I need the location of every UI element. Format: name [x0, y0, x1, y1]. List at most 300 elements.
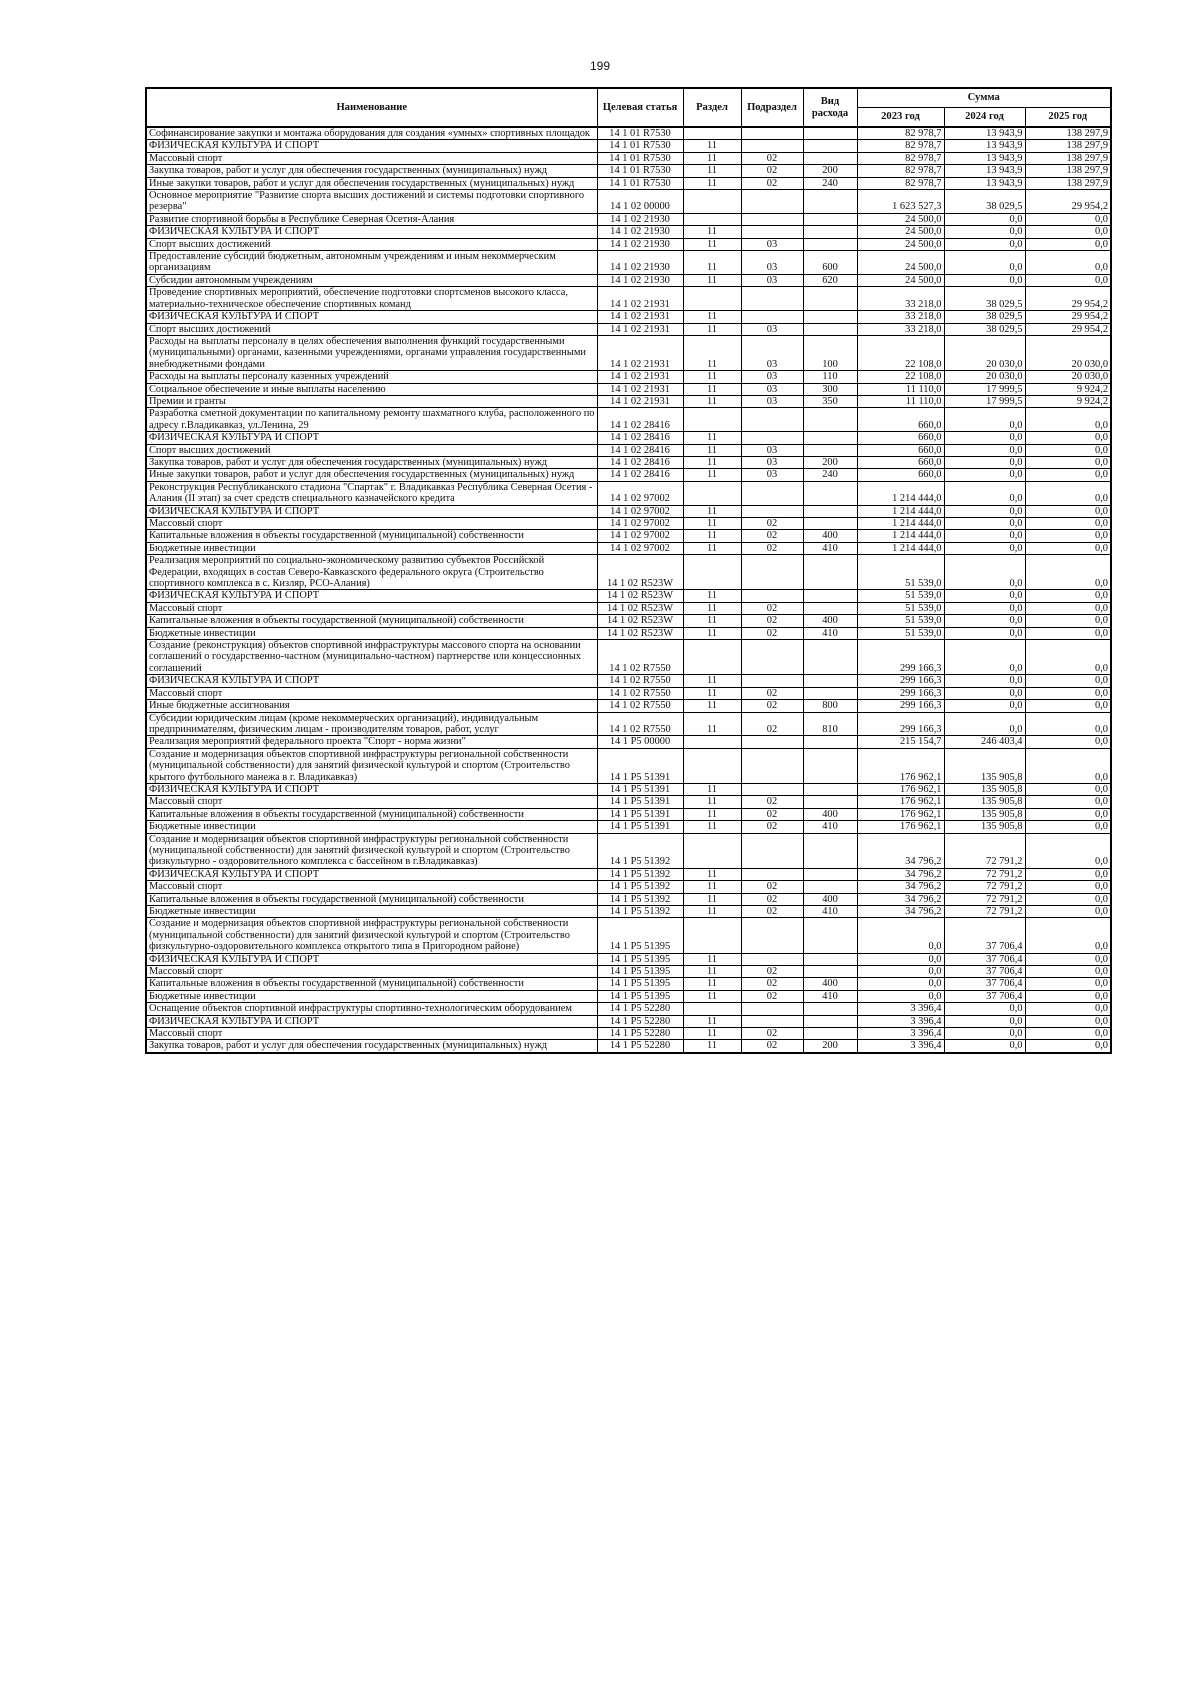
row-value-2024: 0,0 [944, 238, 1025, 250]
table-row [146, 783, 1111, 795]
row-section: 11 [683, 432, 741, 444]
row-value-2024: 72 791,2 [944, 881, 1025, 893]
row-value-2024: 0,0 [944, 1028, 1025, 1040]
row-value-2025: 0,0 [1025, 1040, 1111, 1053]
row-name: Спорт высших достижений [146, 238, 597, 250]
row-value-2025: 29 954,2 [1025, 287, 1111, 311]
table-row [146, 177, 1111, 189]
row-section: 11 [683, 152, 741, 164]
row-section [683, 287, 741, 311]
row-name: Софинансирование закупки и монтажа оборудования для создания «умных» спортивных площадок [146, 127, 597, 140]
row-name: ФИЗИЧЕСКАЯ КУЛЬТУРА И СПОРТ [146, 590, 597, 602]
row-section [683, 213, 741, 225]
row-name: Реализация мероприятий по социально-экономическому развитию субъектов Российской Федерации, входящих в состав Северо-Кавказского федерального округа (Строительство спортивного комплекса в с. Кизляр, РСО-Алания) [146, 555, 597, 590]
row-name: Спорт высших достижений [146, 323, 597, 335]
row-value-2025: 138 297,9 [1025, 165, 1111, 177]
row-kind: 200 [803, 165, 857, 177]
row-section: 11 [683, 783, 741, 795]
row-kind: 400 [803, 530, 857, 542]
row-subsection [741, 140, 803, 152]
row-value-2023: 660,0 [857, 456, 944, 468]
row-subsection: 02 [741, 808, 803, 820]
table-row [146, 395, 1111, 407]
row-kind [803, 602, 857, 614]
row-value-2024: 13 943,9 [944, 165, 1025, 177]
row-code: 14 1 02 R7550 [597, 640, 683, 675]
row-value-2024: 0,0 [944, 274, 1025, 286]
row-value-2023: 34 796,2 [857, 893, 944, 905]
table-row [146, 712, 1111, 736]
row-value-2023: 1 214 444,0 [857, 505, 944, 517]
row-section: 11 [683, 808, 741, 820]
table-row [146, 687, 1111, 699]
row-section: 11 [683, 395, 741, 407]
row-subsection [741, 868, 803, 880]
row-kind [803, 868, 857, 880]
row-kind: 400 [803, 615, 857, 627]
row-section: 11 [683, 311, 741, 323]
row-code: 14 1 02 21931 [597, 287, 683, 311]
row-code: 14 1 02 21931 [597, 383, 683, 395]
row-value-2025: 0,0 [1025, 555, 1111, 590]
table-row [146, 675, 1111, 687]
row-code: 14 1 02 97002 [597, 518, 683, 530]
row-subsection: 02 [741, 906, 803, 918]
row-kind [803, 432, 857, 444]
table-row [146, 481, 1111, 505]
row-subsection [741, 408, 803, 432]
row-code: 14 1 01 R7530 [597, 177, 683, 189]
row-name: ФИЗИЧЕСКАЯ КУЛЬТУРА И СПОРТ [146, 311, 597, 323]
row-subsection: 02 [741, 712, 803, 736]
row-code: 14 1 02 21930 [597, 226, 683, 238]
row-section: 11 [683, 687, 741, 699]
row-subsection: 03 [741, 238, 803, 250]
header-2023: 2023 год [857, 108, 944, 128]
table-row [146, 371, 1111, 383]
row-name: Создание (реконструкция) объектов спортивной инфраструктуры массового спорта на основании соглашений о государственно-частном (муниципально-частном) партнерстве или концессионных соглашений [146, 640, 597, 675]
row-subsection: 02 [741, 177, 803, 189]
row-value-2023: 51 539,0 [857, 590, 944, 602]
table-row [146, 274, 1111, 286]
row-code: 14 1 02 21931 [597, 371, 683, 383]
row-kind [803, 287, 857, 311]
row-value-2025: 0,0 [1025, 675, 1111, 687]
row-name: ФИЗИЧЕСКАЯ КУЛЬТУРА И СПОРТ [146, 140, 597, 152]
row-subsection [741, 127, 803, 140]
row-value-2024: 135 905,8 [944, 821, 1025, 833]
row-name: Иные закупки товаров, работ и услуг для обеспечения государственных (муниципальных) нужд [146, 177, 597, 189]
row-code: 14 1 02 28416 [597, 469, 683, 481]
row-code: 14 1 02 21930 [597, 274, 683, 286]
row-kind [803, 444, 857, 456]
row-section: 11 [683, 893, 741, 905]
row-value-2023: 34 796,2 [857, 881, 944, 893]
row-code: 14 1 P5 51395 [597, 990, 683, 1002]
row-subsection: 02 [741, 518, 803, 530]
row-kind: 410 [803, 627, 857, 639]
row-subsection [741, 748, 803, 783]
row-name: Бюджетные инвестиции [146, 990, 597, 1002]
row-kind [803, 590, 857, 602]
table-row [146, 408, 1111, 432]
row-code: 14 1 P5 51392 [597, 833, 683, 868]
row-value-2024: 0,0 [944, 1003, 1025, 1015]
row-kind [803, 127, 857, 140]
row-value-2025: 0,0 [1025, 783, 1111, 795]
row-name: Создание и модернизация объектов спортивной инфраструктуры региональной собственности (муниципальной собственности) для занятий физической культурой и спортом (Строительство физкультурно-оздоровительного комплекса открытого типа в Пригородном районе) [146, 918, 597, 953]
row-value-2025: 0,0 [1025, 213, 1111, 225]
row-kind [803, 966, 857, 978]
row-section: 11 [683, 700, 741, 712]
table-row [146, 881, 1111, 893]
row-value-2023: 34 796,2 [857, 906, 944, 918]
row-value-2025: 9 924,2 [1025, 395, 1111, 407]
row-name: Массовый спорт [146, 152, 597, 164]
row-subsection: 02 [741, 687, 803, 699]
row-value-2024: 0,0 [944, 700, 1025, 712]
row-section: 11 [683, 990, 741, 1002]
row-value-2023: 299 166,3 [857, 675, 944, 687]
row-code: 14 1 02 21931 [597, 311, 683, 323]
row-value-2025: 0,0 [1025, 893, 1111, 905]
row-value-2025: 0,0 [1025, 1003, 1111, 1015]
row-value-2024: 13 943,9 [944, 152, 1025, 164]
row-kind: 200 [803, 1040, 857, 1053]
row-value-2023: 176 962,1 [857, 748, 944, 783]
row-section: 11 [683, 383, 741, 395]
row-value-2023: 22 108,0 [857, 371, 944, 383]
row-code: 14 1 P5 51391 [597, 783, 683, 795]
row-subsection: 02 [741, 893, 803, 905]
row-kind [803, 687, 857, 699]
row-section: 11 [683, 274, 741, 286]
row-kind [803, 796, 857, 808]
row-kind: 410 [803, 821, 857, 833]
row-section: 11 [683, 627, 741, 639]
row-name: Капитальные вложения в объекты государственной (муниципальной) собственности [146, 530, 597, 542]
row-value-2025: 0,0 [1025, 1015, 1111, 1027]
row-code: 14 1 02 97002 [597, 542, 683, 554]
row-name: Проведение спортивных мероприятий, обеспечение подготовки спортсменов высокого класса, материально-техническое обеспечение спортивных команд [146, 287, 597, 311]
row-code: 14 1 01 R7530 [597, 152, 683, 164]
row-value-2024: 0,0 [944, 555, 1025, 590]
row-code: 14 1 P5 52280 [597, 1040, 683, 1053]
row-subsection: 02 [741, 700, 803, 712]
row-name: Спорт высших достижений [146, 444, 597, 456]
row-name: Закупка товаров, работ и услуг для обеспечения государственных (муниципальных) нужд [146, 1040, 597, 1053]
table-row [146, 821, 1111, 833]
row-value-2023: 176 962,1 [857, 783, 944, 795]
row-code: 14 1 P5 51392 [597, 893, 683, 905]
row-value-2025: 138 297,9 [1025, 127, 1111, 140]
table-row [146, 555, 1111, 590]
row-subsection: 02 [741, 152, 803, 164]
row-value-2025: 138 297,9 [1025, 140, 1111, 152]
row-subsection: 02 [741, 796, 803, 808]
row-value-2025: 0,0 [1025, 274, 1111, 286]
row-value-2024: 0,0 [944, 505, 1025, 517]
row-subsection: 03 [741, 469, 803, 481]
row-value-2024: 38 029,5 [944, 287, 1025, 311]
row-value-2024: 0,0 [944, 712, 1025, 736]
row-kind: 100 [803, 335, 857, 370]
row-value-2024: 17 999,5 [944, 383, 1025, 395]
row-section: 11 [683, 469, 741, 481]
row-code: 14 1 02 21930 [597, 238, 683, 250]
row-kind [803, 213, 857, 225]
header-kind-line1: Вид [820, 96, 840, 108]
row-code: 14 1 02 28416 [597, 444, 683, 456]
table-row [146, 1015, 1111, 1027]
row-value-2024: 0,0 [944, 640, 1025, 675]
row-value-2023: 299 166,3 [857, 640, 944, 675]
table-row [146, 505, 1111, 517]
table-row [146, 627, 1111, 639]
row-name: Бюджетные инвестиции [146, 542, 597, 554]
row-subsection [741, 481, 803, 505]
row-code: 14 1 P5 52280 [597, 1028, 683, 1040]
row-section: 11 [683, 505, 741, 517]
row-value-2024: 13 943,9 [944, 177, 1025, 189]
row-subsection: 03 [741, 251, 803, 275]
row-value-2023: 34 796,2 [857, 868, 944, 880]
row-code: 14 1 02 21930 [597, 251, 683, 275]
row-code: 14 1 P5 51391 [597, 796, 683, 808]
row-name: ФИЗИЧЕСКАЯ КУЛЬТУРА И СПОРТ [146, 868, 597, 880]
row-value-2025: 0,0 [1025, 615, 1111, 627]
row-value-2023: 660,0 [857, 469, 944, 481]
row-kind: 240 [803, 177, 857, 189]
row-section: 11 [683, 371, 741, 383]
row-value-2025: 0,0 [1025, 990, 1111, 1002]
row-value-2024: 20 030,0 [944, 335, 1025, 370]
row-value-2025: 0,0 [1025, 432, 1111, 444]
row-kind: 800 [803, 700, 857, 712]
row-subsection [741, 555, 803, 590]
row-section [683, 481, 741, 505]
row-value-2025: 0,0 [1025, 978, 1111, 990]
row-value-2025: 0,0 [1025, 1028, 1111, 1040]
row-subsection: 02 [741, 966, 803, 978]
row-value-2025: 0,0 [1025, 408, 1111, 432]
row-subsection [741, 833, 803, 868]
row-value-2023: 1 214 444,0 [857, 518, 944, 530]
row-value-2023: 11 110,0 [857, 395, 944, 407]
table-row [146, 918, 1111, 953]
header-sum: Сумма [857, 88, 1111, 108]
row-kind [803, 748, 857, 783]
row-value-2023: 3 396,4 [857, 1015, 944, 1027]
row-name: Субсидии юридическим лицам (кроме некоммерческих организаций), индивидуальным предпринимателям, физическим лицам - производителям товаров, работ, услуг [146, 712, 597, 736]
row-value-2023: 3 396,4 [857, 1028, 944, 1040]
row-subsection: 02 [741, 542, 803, 554]
row-section [683, 833, 741, 868]
row-section: 11 [683, 966, 741, 978]
row-section: 11 [683, 868, 741, 880]
table-row [146, 700, 1111, 712]
row-value-2024: 0,0 [944, 456, 1025, 468]
table-row [146, 833, 1111, 868]
row-value-2025: 0,0 [1025, 918, 1111, 953]
header-2025: 2025 год [1025, 108, 1111, 128]
row-value-2025: 0,0 [1025, 712, 1111, 736]
row-value-2025: 0,0 [1025, 590, 1111, 602]
row-subsection [741, 1003, 803, 1015]
row-value-2023: 82 978,7 [857, 140, 944, 152]
table-row [146, 966, 1111, 978]
row-value-2023: 176 962,1 [857, 796, 944, 808]
row-subsection [741, 505, 803, 517]
row-name: Массовый спорт [146, 687, 597, 699]
row-section: 11 [683, 238, 741, 250]
row-kind [803, 311, 857, 323]
row-kind [803, 238, 857, 250]
row-subsection [741, 953, 803, 965]
row-code: 14 1 02 28416 [597, 408, 683, 432]
row-value-2024: 0,0 [944, 251, 1025, 275]
table-row [146, 152, 1111, 164]
row-value-2025: 0,0 [1025, 821, 1111, 833]
row-subsection [741, 675, 803, 687]
table-row [146, 1003, 1111, 1015]
row-name: Массовый спорт [146, 796, 597, 808]
row-value-2023: 1 623 527,3 [857, 190, 944, 214]
row-value-2025: 0,0 [1025, 881, 1111, 893]
row-section: 11 [683, 177, 741, 189]
row-value-2025: 0,0 [1025, 868, 1111, 880]
row-value-2025: 0,0 [1025, 906, 1111, 918]
row-value-2025: 0,0 [1025, 518, 1111, 530]
row-subsection [741, 432, 803, 444]
table-row [146, 542, 1111, 554]
row-value-2024: 0,0 [944, 444, 1025, 456]
row-value-2025: 0,0 [1025, 505, 1111, 517]
page-number: 199 [589, 59, 611, 73]
row-name: Предоставление субсидий бюджетным, автономным учреждениям и иным некоммерческим организациям [146, 251, 597, 275]
row-section: 11 [683, 518, 741, 530]
row-subsection: 02 [741, 165, 803, 177]
row-code: 14 1 P5 51391 [597, 748, 683, 783]
row-value-2024: 13 943,9 [944, 140, 1025, 152]
row-section: 11 [683, 796, 741, 808]
header-kind-line2: расхода [811, 107, 849, 119]
row-kind [803, 1028, 857, 1040]
table-row [146, 226, 1111, 238]
row-section: 11 [683, 881, 741, 893]
row-value-2025: 20 030,0 [1025, 371, 1111, 383]
row-kind: 600 [803, 251, 857, 275]
row-value-2023: 0,0 [857, 953, 944, 965]
row-kind [803, 408, 857, 432]
row-value-2023: 1 214 444,0 [857, 530, 944, 542]
row-value-2024: 72 791,2 [944, 868, 1025, 880]
row-name: Бюджетные инвестиции [146, 627, 597, 639]
row-value-2023: 22 108,0 [857, 335, 944, 370]
table-row [146, 127, 1111, 140]
row-value-2023: 299 166,3 [857, 700, 944, 712]
row-value-2023: 3 396,4 [857, 1040, 944, 1053]
row-name: Разработка сметной документации по капитальному ремонту шахматного клуба, расположенного по адресу г.Владикавказ, ул.Ленина, 29 [146, 408, 597, 432]
row-value-2023: 660,0 [857, 444, 944, 456]
row-value-2025: 9 924,2 [1025, 383, 1111, 395]
row-value-2024: 0,0 [944, 627, 1025, 639]
row-value-2025: 0,0 [1025, 640, 1111, 675]
row-value-2025: 29 954,2 [1025, 311, 1111, 323]
row-kind [803, 518, 857, 530]
row-value-2025: 0,0 [1025, 953, 1111, 965]
row-value-2023: 24 500,0 [857, 226, 944, 238]
row-value-2024: 0,0 [944, 481, 1025, 505]
row-value-2023: 660,0 [857, 408, 944, 432]
row-section: 11 [683, 602, 741, 614]
table-header [146, 88, 1111, 127]
row-subsection: 02 [741, 881, 803, 893]
row-name: ФИЗИЧЕСКАЯ КУЛЬТУРА И СПОРТ [146, 783, 597, 795]
row-value-2024: 0,0 [944, 542, 1025, 554]
row-section: 11 [683, 251, 741, 275]
row-code: 14 1 P5 51395 [597, 978, 683, 990]
table-row [146, 640, 1111, 675]
row-value-2025: 0,0 [1025, 627, 1111, 639]
row-code: 14 1 02 R7550 [597, 675, 683, 687]
row-code: 14 1 01 R7530 [597, 127, 683, 140]
row-value-2023: 34 796,2 [857, 833, 944, 868]
row-subsection: 03 [741, 444, 803, 456]
row-section [683, 555, 741, 590]
table-row [146, 796, 1111, 808]
row-value-2025: 0,0 [1025, 796, 1111, 808]
row-value-2024: 135 905,8 [944, 748, 1025, 783]
table-row [146, 190, 1111, 214]
row-subsection [741, 590, 803, 602]
row-value-2023: 0,0 [857, 918, 944, 953]
row-value-2024: 0,0 [944, 408, 1025, 432]
table-row [146, 518, 1111, 530]
row-value-2024: 0,0 [944, 530, 1025, 542]
row-code: 14 1 P5 52280 [597, 1015, 683, 1027]
row-value-2025: 0,0 [1025, 481, 1111, 505]
row-value-2023: 33 218,0 [857, 287, 944, 311]
row-value-2024: 0,0 [944, 687, 1025, 699]
header-kind [803, 88, 857, 127]
table-row [146, 456, 1111, 468]
row-section [683, 127, 741, 140]
row-name: Массовый спорт [146, 966, 597, 978]
row-code: 14 1 02 R7550 [597, 712, 683, 736]
row-code: 14 1 02 97002 [597, 530, 683, 542]
row-value-2024: 135 905,8 [944, 783, 1025, 795]
row-name: Расходы на выплаты персоналу казенных учреждений [146, 371, 597, 383]
row-kind [803, 953, 857, 965]
row-kind [803, 1003, 857, 1015]
row-value-2024: 135 905,8 [944, 808, 1025, 820]
row-value-2024: 0,0 [944, 675, 1025, 687]
row-value-2023: 24 500,0 [857, 274, 944, 286]
row-name: Бюджетные инвестиции [146, 821, 597, 833]
row-name: ФИЗИЧЕСКАЯ КУЛЬТУРА И СПОРТ [146, 953, 597, 965]
table-row [146, 213, 1111, 225]
row-code: 14 1 02 21931 [597, 395, 683, 407]
row-value-2023: 51 539,0 [857, 615, 944, 627]
header-section: Раздел [683, 88, 741, 127]
row-subsection [741, 918, 803, 953]
row-subsection: 02 [741, 615, 803, 627]
row-kind [803, 881, 857, 893]
row-code: 14 1 P5 51391 [597, 808, 683, 820]
row-value-2024: 37 706,4 [944, 953, 1025, 965]
row-kind [803, 323, 857, 335]
